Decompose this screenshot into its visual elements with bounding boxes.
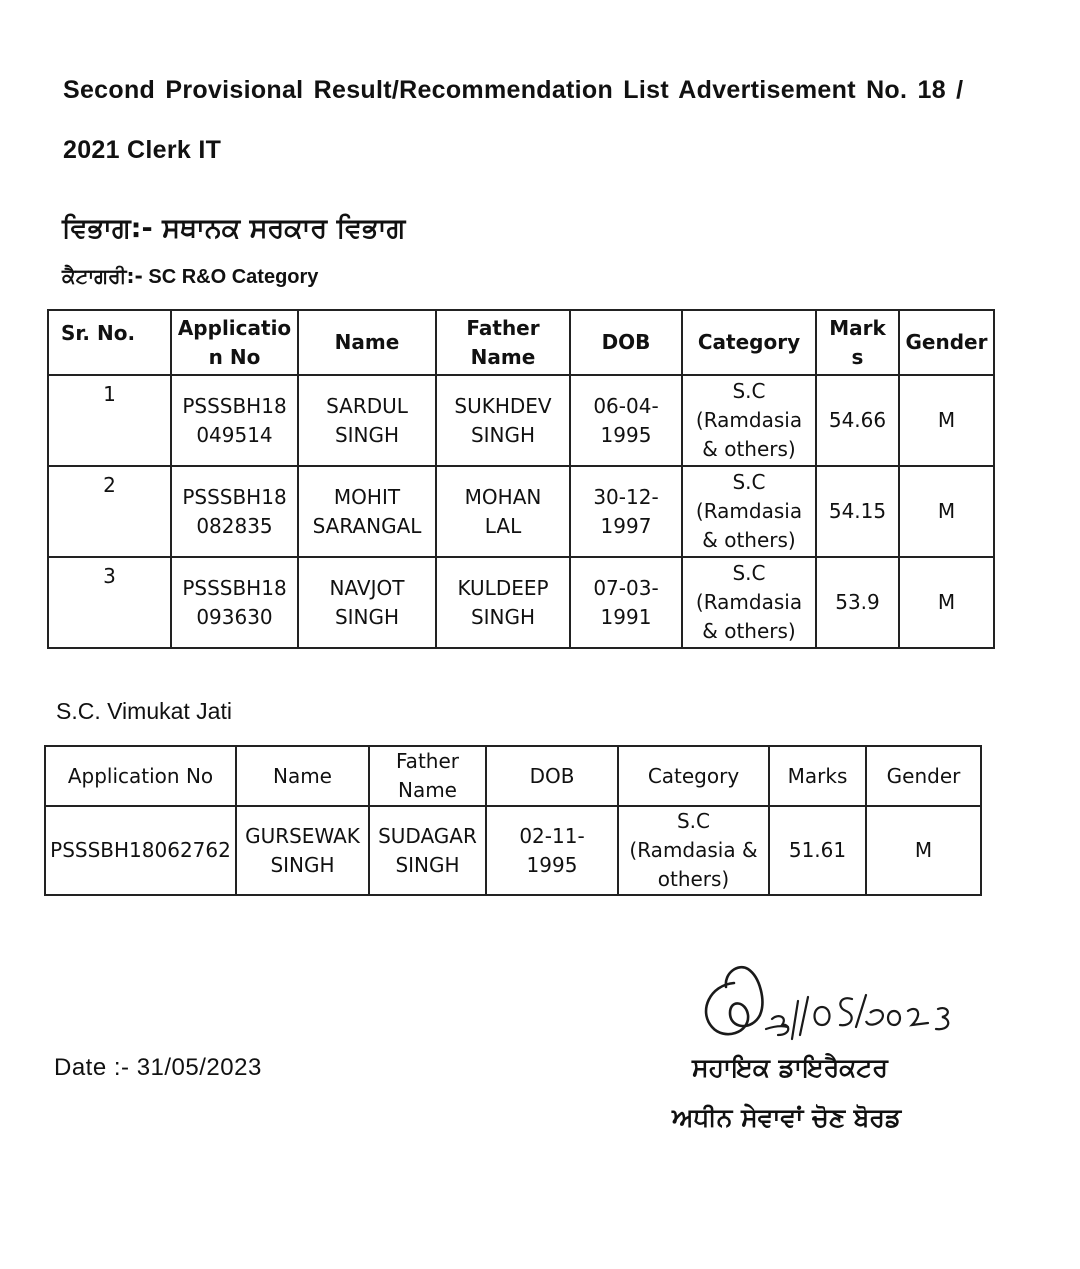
cell-father-name: KULDEEP SINGH [436, 557, 570, 648]
cell-dob: 30-12- 1997 [570, 466, 682, 557]
cell-name: NAVJOT SINGH [298, 557, 436, 648]
cell-category: S.C (Ramdasia & others) [682, 557, 816, 648]
col-header-name: Name [236, 746, 369, 806]
table-row [48, 557, 994, 648]
category-label: ਕੈਟਾਗਰੀ:- [62, 264, 143, 288]
signatory-designation: ਸਹਾਇਕ ਡਾਇਰੈਕਟਰ [692, 1053, 888, 1082]
col-header-marks: Mark s [816, 310, 899, 375]
col-header-category: Category [682, 310, 816, 375]
cell-application-no: PSSSBH18062762 [45, 806, 236, 895]
cell-category: S.C (Ramdasia & others) [682, 375, 816, 466]
cell-application-no: PSSSBH18 093630 [171, 557, 298, 648]
cell-name: GURSEWAK SINGH [236, 806, 369, 895]
cell-marks: 51.61 [769, 806, 866, 895]
col-header-name: Name [298, 310, 436, 375]
col-header-application-no: Applicatio n No [171, 310, 298, 375]
col-header-gender: Gender [866, 746, 981, 806]
cell-name: MOHIT SARANGAL [298, 466, 436, 557]
table-row [48, 375, 994, 466]
table-row [45, 806, 981, 895]
col-header-category: Category [618, 746, 769, 806]
category-heading [62, 264, 318, 289]
handwritten-signature [690, 955, 980, 1065]
cell-father-name: SUDAGAR SINGH [369, 806, 486, 895]
issue-date: Date :- 31/05/2023 [54, 1054, 262, 1081]
col-header-application-no: Application No [45, 746, 236, 806]
cell-marks: 54.15 [816, 466, 899, 557]
col-header-marks: Marks [769, 746, 866, 806]
table-row [48, 466, 994, 557]
cell-application-no: PSSSBH18 049514 [171, 375, 298, 466]
cell-category: S.C (Ramdasia & others) [682, 466, 816, 557]
document-title-line-2: 2021 Clerk IT [63, 136, 222, 164]
cell-dob: 07-03- 1991 [570, 557, 682, 648]
cell-dob: 06-04- 1995 [570, 375, 682, 466]
board-name: ਅਧੀਨ ਸੇਵਾਵਾਂ ਚੋਣ ਬੋਰਡ [672, 1103, 902, 1132]
document-title-line-1: Second Provisional Result/Recommendation List Advertisement No. 18 / [63, 76, 964, 104]
cell-name: SARDUL SINGH [298, 375, 436, 466]
cell-gender: M [899, 557, 994, 648]
col-header-sr-no: Sr. No. [48, 310, 171, 375]
cell-gender: M [899, 375, 994, 466]
vimukat-table [44, 745, 982, 896]
cell-sr-no: 1 [48, 375, 171, 466]
cell-father-name: MOHAN LAL [436, 466, 570, 557]
cell-sr-no: 2 [48, 466, 171, 557]
cell-sr-no: 3 [48, 557, 171, 648]
col-header-father-name: Father Name [369, 746, 486, 806]
vimukat-header-row [45, 746, 981, 806]
results-header-row [48, 310, 994, 375]
cell-father-name: SUKHDEV SINGH [436, 375, 570, 466]
col-header-dob: DOB [570, 310, 682, 375]
category-value: SC R&O Category [148, 266, 319, 288]
cell-dob: 02-11- 1995 [486, 806, 618, 895]
cell-application-no: PSSSBH18 082835 [171, 466, 298, 557]
vimukat-subtitle: S.C. Vimukat Jati [56, 698, 232, 724]
col-header-dob: DOB [486, 746, 618, 806]
col-header-gender: Gender [899, 310, 994, 375]
cell-marks: 54.66 [816, 375, 899, 466]
results-table [47, 309, 995, 649]
cell-category: S.C (Ramdasia & others) [618, 806, 769, 895]
cell-marks: 53.9 [816, 557, 899, 648]
cell-gender: M [866, 806, 981, 895]
col-header-father-name: Father Name [436, 310, 570, 375]
department-heading: ਵਿਭਾਗ:- ਸਥਾਨਕ ਸਰਕਾਰ ਵਿਭਾਗ [62, 213, 406, 244]
cell-gender: M [899, 466, 994, 557]
